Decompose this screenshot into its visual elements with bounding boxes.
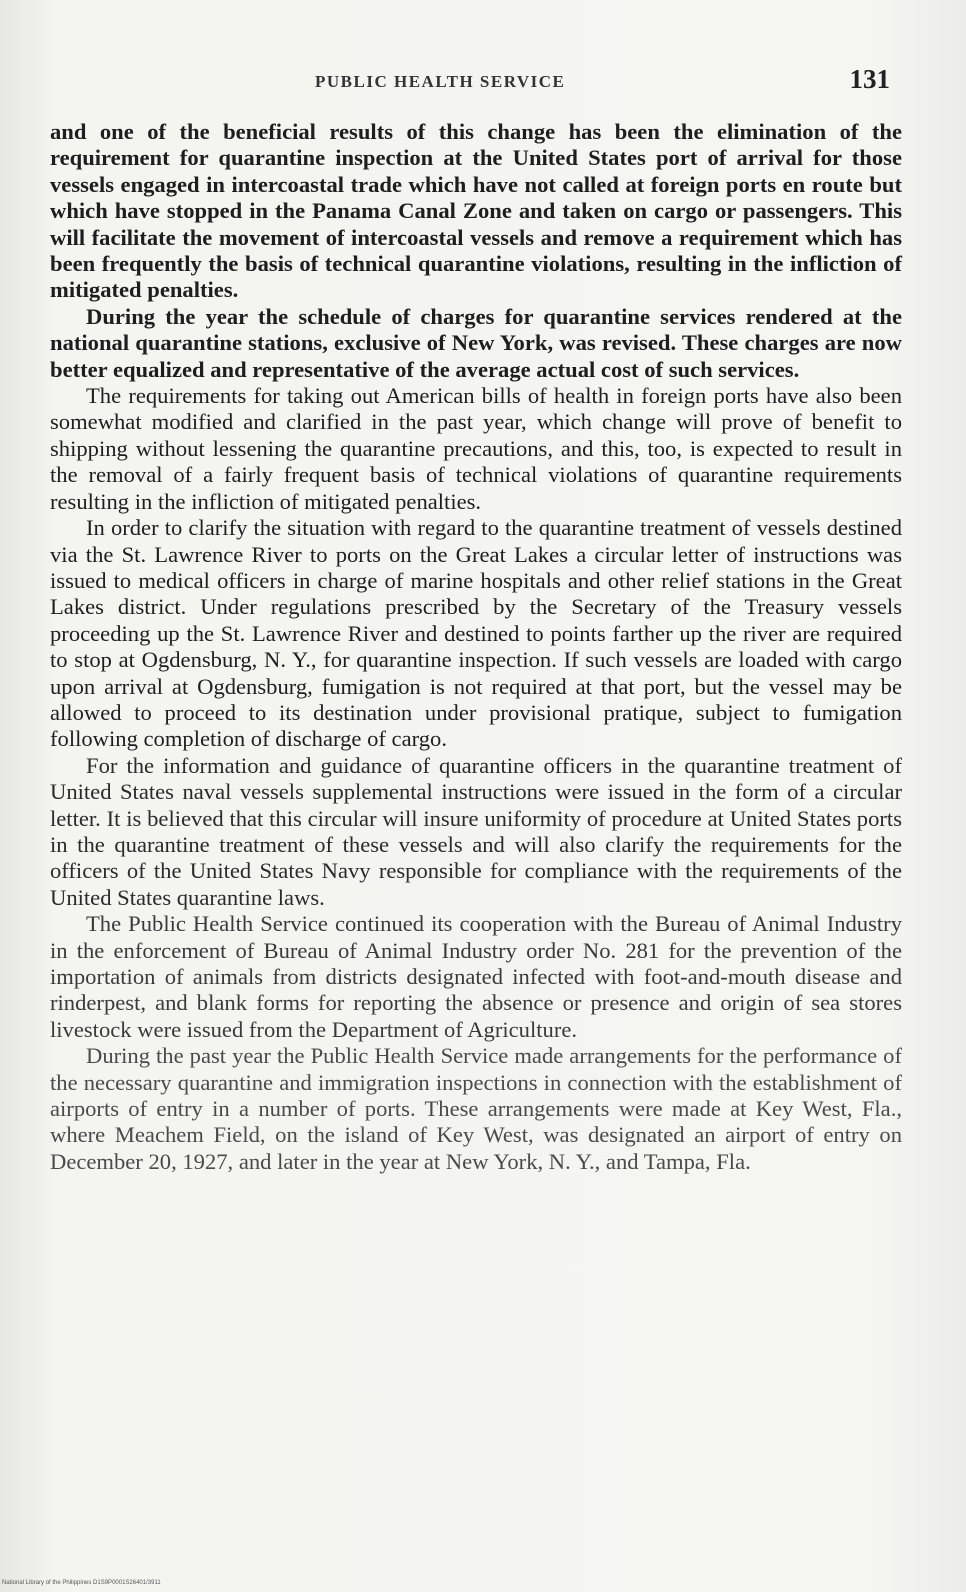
paragraph-2: During the year the schedule of charges for quarantine services rendered at the national quarantine stations, exclusive of New York, was revised. These charges are now better equalized and representative of the average actual cost of such services. [50, 303, 902, 382]
paragraph-6: The Public Health Service continued its cooperation with the Bureau of Animal Industry in the enforcement of Bureau of Animal Industry order No. 281 for the prevention of the importation of animals from districts designated infected with foot-and-mouth disease and rinderpest, and blank forms for reporting the absence or presence and origin of sea stores livestock were issued from the Department of Agriculture. [50, 911, 902, 1042]
running-head: PUBLIC HEALTH SERVICE [315, 72, 566, 91]
paragraph-5: For the information and guidance of quarantine officers in the quarantine treatment of United States naval vessels supplemental instructions were issued in the form of a circular letter. It is believed that this circular will insure uniformity of procedure at United States ports in the quarantine treatment of these vessels and will also clarify the requirements for the officers of the United States Navy responsible for compliance with the requirements of the United States quarantine laws. [50, 752, 902, 910]
paragraph-1: and one of the beneficial results of this change has been the elimination of the requirement for quarantine inspection at the United States port of arrival for those vessels engaged in intercoastal trade which have not called at foreign ports en route but which have stopped in the Panama Canal Zone and taken on cargo or passengers. This will facilitate the movement of intercoastal vessels and remove a requirement which has been frequently the basis of technical quarantine violations, resulting in the infliction of mitigated penalties. [50, 119, 902, 303]
paragraph-3: The requirements for taking out American bills of health in foreign ports have also been somewhat modified and clarified in the past year, which change will prove of benefit to shipping without lessening the quarantine precautions, and this, too, is expected to result in the removal of a fairly frequent basis of technical violations of quarantine requirements resulting in the infliction of mitigated penalties. [50, 383, 902, 514]
page-header [50, 66, 900, 100]
paragraph-7: During the past year the Public Health Service made arrangements for the performance of the necessary quarantine and immigration inspections in connection with the establishment of airports of entry in a number of ports. These arrangements were made at Key West, Fla., where Meachem Field, on the island of Key West, was designated an airport of entry on December 20, 1927, and later in the year at New York, N. Y., and Tampa, Fla. [50, 1043, 902, 1174]
scan-footer-mark: National Library of the Philippines D1S9P0001S26401/3911 [2, 1580, 161, 1586]
page-number: 131 [849, 64, 890, 94]
paragraph-4: In order to clarify the situation with regard to the quarantine treatment of vessels destined via the St. Lawrence River to ports on the Great Lakes a circular letter of instructions was issued to medical officers in charge of marine hospitals and other relief stations in the Great Lakes district. Under regulations prescribed by the Secretary of the Treasury vessels proceeding up the St. Lawrence River and destined to points farther up the river are required to stop at Ogdensburg, N. Y., for quarantine inspection. If such vessels are loaded with cargo upon arrival at Ogdensburg, fumigation is not required at that port, but the vessel may be allowed to proceed to its destination under provisional pratique, subject to fumigation following completion of discharge of cargo. [50, 515, 902, 752]
body-text [50, 119, 902, 1175]
